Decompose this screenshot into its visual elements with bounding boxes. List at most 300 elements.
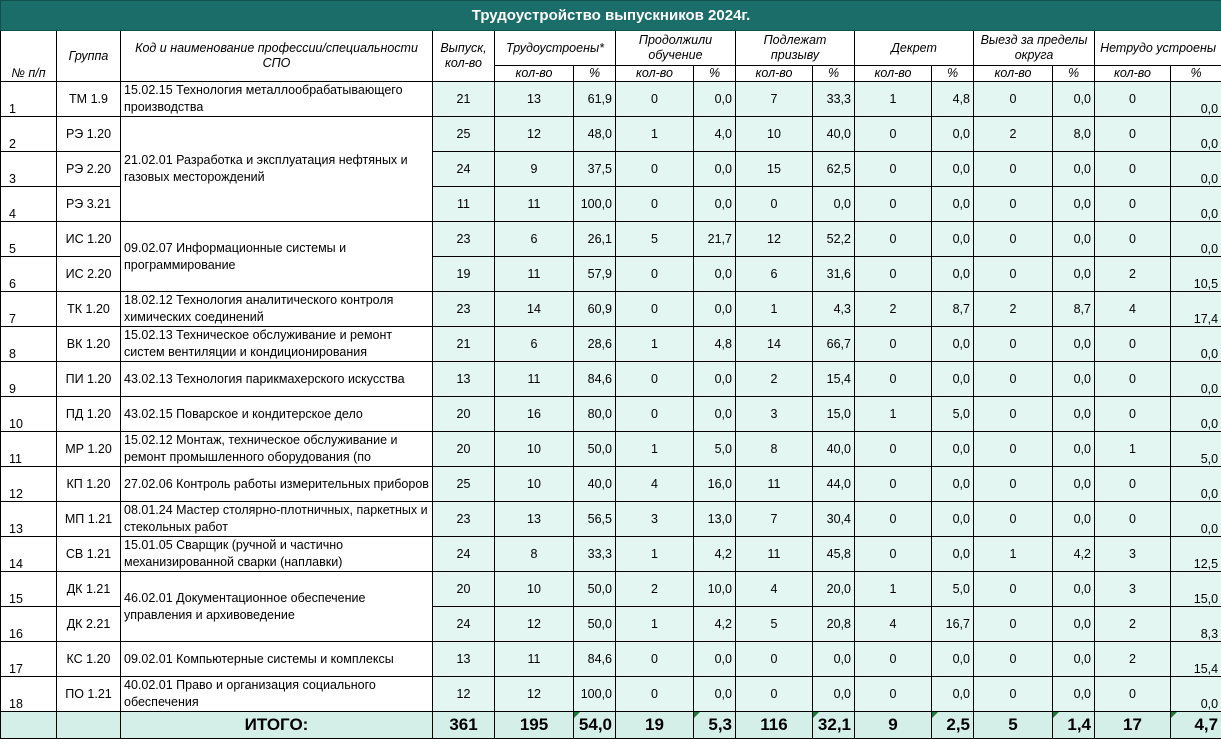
- row-a-count: 6: [736, 257, 813, 292]
- header-group: Группа: [57, 31, 121, 82]
- header-leave: Декрет: [855, 31, 974, 66]
- row-number: 9: [1, 362, 57, 397]
- row-e-count: 11: [495, 187, 574, 222]
- row-s-count: 0: [616, 362, 694, 397]
- row-s-count: 0: [616, 257, 694, 292]
- row-group: РЭ 2.20: [57, 152, 121, 187]
- row-l-pct: 0,0: [1053, 572, 1095, 607]
- row-specialty: 15.02.13 Техническое обслуживание и ремонт систем вентиляции и кондиционирования: [121, 327, 433, 362]
- row-l-pct: 0,0: [1053, 502, 1095, 537]
- row-u-pct: 17,4: [1171, 292, 1221, 327]
- row-a-count: 0: [736, 642, 813, 677]
- row-s-pct: 13,0: [694, 502, 736, 537]
- row-s-count: 0: [616, 292, 694, 327]
- row-d-count: 0: [855, 467, 932, 502]
- row-number: 8: [1, 327, 57, 362]
- row-graduates: 21: [433, 327, 495, 362]
- row-specialty: 08.01.24 Мастер столярно-плотничных, паркетных и стекольных работ: [121, 502, 433, 537]
- row-s-count: 5: [616, 222, 694, 257]
- total-graduates: 361: [433, 712, 495, 739]
- row-group: ТК 1.20: [57, 292, 121, 327]
- row-u-count: 0: [1095, 502, 1171, 537]
- row-u-pct: 12,5: [1171, 537, 1221, 572]
- total-d-count: 9: [855, 712, 932, 739]
- row-a-count: 0: [736, 677, 813, 712]
- row-d-pct: 5,0: [932, 572, 974, 607]
- row-specialty: 09.02.01 Компьютерные системы и комплексы: [121, 642, 433, 677]
- subheader-pct: %: [574, 66, 616, 82]
- row-l-pct: 0,0: [1053, 677, 1095, 712]
- row-e-pct: 48,0: [574, 117, 616, 152]
- row-s-pct: 0,0: [694, 677, 736, 712]
- row-d-count: 0: [855, 502, 932, 537]
- row-e-pct: 61,9: [574, 82, 616, 117]
- total-row: [1, 712, 1221, 739]
- row-u-pct: 0,0: [1171, 82, 1221, 117]
- row-number: 15: [1, 572, 57, 607]
- row-l-count: 0: [974, 222, 1053, 257]
- row-number: 7: [1, 292, 57, 327]
- row-l-pct: 0,0: [1053, 607, 1095, 642]
- row-e-count: 11: [495, 642, 574, 677]
- table-row: [1, 327, 1221, 362]
- row-l-pct: 0,0: [1053, 432, 1095, 467]
- row-d-count: 0: [855, 537, 932, 572]
- row-e-count: 13: [495, 82, 574, 117]
- row-graduates: 12: [433, 677, 495, 712]
- row-s-count: 0: [616, 397, 694, 432]
- total-group-empty: [57, 712, 121, 739]
- row-u-count: 1: [1095, 432, 1171, 467]
- row-l-pct: 0,0: [1053, 327, 1095, 362]
- row-specialty: 15.02.12 Монтаж, техническое обслуживание и ремонт промышленного оборудования (по: [121, 432, 433, 467]
- row-a-count: 1: [736, 292, 813, 327]
- row-a-pct: 15,0: [813, 397, 855, 432]
- row-e-pct: 60,9: [574, 292, 616, 327]
- row-a-count: 8: [736, 432, 813, 467]
- row-e-count: 8: [495, 537, 574, 572]
- table-row: [1, 292, 1221, 327]
- row-l-pct: 0,0: [1053, 257, 1095, 292]
- table-row: [1, 117, 1221, 152]
- row-s-pct: 4,2: [694, 607, 736, 642]
- row-s-count: 1: [616, 607, 694, 642]
- row-e-count: 16: [495, 397, 574, 432]
- row-s-pct: 0,0: [694, 152, 736, 187]
- row-u-count: 2: [1095, 642, 1171, 677]
- row-l-pct: 0,0: [1053, 642, 1095, 677]
- total-l-pct: 1,4: [1053, 712, 1095, 739]
- row-l-count: 0: [974, 362, 1053, 397]
- subheader-pct: %: [932, 66, 974, 82]
- row-d-count: 4: [855, 607, 932, 642]
- row-a-pct: 52,2: [813, 222, 855, 257]
- row-e-count: 13: [495, 502, 574, 537]
- row-s-count: 0: [616, 82, 694, 117]
- row-e-count: 10: [495, 572, 574, 607]
- row-l-pct: 4,2: [1053, 537, 1095, 572]
- subheader-pct: %: [1171, 66, 1221, 82]
- total-u-count: 17: [1095, 712, 1171, 739]
- row-u-count: 0: [1095, 327, 1171, 362]
- subheader-count: кол-во: [974, 66, 1053, 82]
- row-d-count: 0: [855, 677, 932, 712]
- row-s-pct: 0,0: [694, 642, 736, 677]
- row-d-pct: 16,7: [932, 607, 974, 642]
- subheader-count: кол-во: [616, 66, 694, 82]
- row-l-count: 0: [974, 677, 1053, 712]
- subheader-count: кол-во: [495, 66, 574, 82]
- row-l-pct: 0,0: [1053, 152, 1095, 187]
- row-d-pct: 0,0: [932, 362, 974, 397]
- row-a-pct: 30,4: [813, 502, 855, 537]
- row-d-pct: 0,0: [932, 467, 974, 502]
- header-num: № п/п: [1, 31, 57, 82]
- row-a-count: 3: [736, 397, 813, 432]
- table-row: [1, 502, 1221, 537]
- row-group: ИС 1.20: [57, 222, 121, 257]
- row-u-pct: 0,0: [1171, 327, 1221, 362]
- row-d-count: 0: [855, 642, 932, 677]
- row-l-count: 0: [974, 327, 1053, 362]
- row-group: ДК 2.21: [57, 607, 121, 642]
- row-e-pct: 100,0: [574, 677, 616, 712]
- row-l-pct: 0,0: [1053, 362, 1095, 397]
- row-s-count: 3: [616, 502, 694, 537]
- row-d-pct: 0,0: [932, 537, 974, 572]
- table-row: [1, 677, 1221, 712]
- row-u-count: 0: [1095, 467, 1171, 502]
- row-specialty: 43.02.13 Технология парикмахерского искусства: [121, 362, 433, 397]
- row-d-pct: 0,0: [932, 152, 974, 187]
- row-l-count: 0: [974, 502, 1053, 537]
- row-u-pct: 0,0: [1171, 362, 1221, 397]
- row-u-count: 0: [1095, 397, 1171, 432]
- row-number: 17: [1, 642, 57, 677]
- row-number: 2: [1, 117, 57, 152]
- row-u-count: 3: [1095, 537, 1171, 572]
- row-u-count: 4: [1095, 292, 1171, 327]
- row-s-pct: 10,0: [694, 572, 736, 607]
- header-army: Подлежат призыву: [736, 31, 855, 66]
- subheader-count: кол-во: [1095, 66, 1171, 82]
- row-group: ДК 1.21: [57, 572, 121, 607]
- row-s-pct: 0,0: [694, 362, 736, 397]
- row-s-pct: 4,8: [694, 327, 736, 362]
- row-s-pct: 4,2: [694, 537, 736, 572]
- header-employed: Трудоустроены*: [495, 31, 616, 66]
- row-group: МП 1.21: [57, 502, 121, 537]
- header-unemployed: Нетрудо устроены: [1095, 31, 1221, 66]
- row-s-pct: 0,0: [694, 187, 736, 222]
- row-l-count: 0: [974, 257, 1053, 292]
- row-l-count: 0: [974, 432, 1053, 467]
- row-group: КП 1.20: [57, 467, 121, 502]
- row-l-count: 1: [974, 537, 1053, 572]
- row-d-count: 0: [855, 187, 932, 222]
- row-number: 11: [1, 432, 57, 467]
- row-specialty: 15.02.15 Технология металлообрабатывающего производства: [121, 82, 433, 117]
- row-specialty: 43.02.15 Поварское и кондитерское дело: [121, 397, 433, 432]
- row-group: СВ 1.21: [57, 537, 121, 572]
- row-e-pct: 56,5: [574, 502, 616, 537]
- row-u-count: 0: [1095, 82, 1171, 117]
- row-l-count: 0: [974, 187, 1053, 222]
- row-number: 18: [1, 677, 57, 712]
- table-row: [1, 222, 1221, 257]
- row-d-count: 0: [855, 222, 932, 257]
- total-s-count: 19: [616, 712, 694, 739]
- row-d-count: 1: [855, 572, 932, 607]
- row-d-pct: 8,7: [932, 292, 974, 327]
- row-u-count: 2: [1095, 257, 1171, 292]
- row-specialty: 15.01.05 Сварщик (ручной и частично механизированной сварки (наплавки): [121, 537, 433, 572]
- row-a-count: 15: [736, 152, 813, 187]
- row-graduates: 21: [433, 82, 495, 117]
- row-d-count: 0: [855, 362, 932, 397]
- row-e-pct: 84,6: [574, 642, 616, 677]
- row-e-count: 12: [495, 677, 574, 712]
- total-s-pct: 5,3: [694, 712, 736, 739]
- row-d-pct: 0,0: [932, 187, 974, 222]
- table-row: [1, 82, 1221, 117]
- row-u-pct: 15,0: [1171, 572, 1221, 607]
- row-a-count: 7: [736, 502, 813, 537]
- table-row: [1, 397, 1221, 432]
- row-u-count: 0: [1095, 152, 1171, 187]
- row-a-count: 7: [736, 82, 813, 117]
- row-e-count: 9: [495, 152, 574, 187]
- row-s-count: 4: [616, 467, 694, 502]
- total-label: ИТОГО:: [121, 712, 433, 739]
- row-a-pct: 40,0: [813, 117, 855, 152]
- row-u-pct: 0,0: [1171, 152, 1221, 187]
- row-s-pct: 0,0: [694, 292, 736, 327]
- row-u-pct: 0,0: [1171, 117, 1221, 152]
- row-s-count: 0: [616, 152, 694, 187]
- row-s-pct: 0,0: [694, 397, 736, 432]
- row-number: 16: [1, 607, 57, 642]
- row-number: 3: [1, 152, 57, 187]
- row-d-count: 0: [855, 117, 932, 152]
- row-u-pct: 0,0: [1171, 502, 1221, 537]
- row-graduates: 24: [433, 152, 495, 187]
- row-e-count: 6: [495, 327, 574, 362]
- row-graduates: 11: [433, 187, 495, 222]
- row-l-count: 0: [974, 467, 1053, 502]
- row-d-pct: 0,0: [932, 222, 974, 257]
- row-u-pct: 15,4: [1171, 642, 1221, 677]
- row-u-count: 3: [1095, 572, 1171, 607]
- row-d-pct: 0,0: [932, 642, 974, 677]
- row-graduates: 25: [433, 117, 495, 152]
- row-l-pct: 0,0: [1053, 222, 1095, 257]
- table-row: [1, 362, 1221, 397]
- row-number: 5: [1, 222, 57, 257]
- row-a-count: 11: [736, 537, 813, 572]
- row-d-pct: 5,0: [932, 397, 974, 432]
- row-s-pct: 0,0: [694, 257, 736, 292]
- row-l-pct: 0,0: [1053, 397, 1095, 432]
- subheader-pct: %: [694, 66, 736, 82]
- row-d-pct: 0,0: [932, 257, 974, 292]
- row-d-count: 1: [855, 397, 932, 432]
- row-s-count: 1: [616, 537, 694, 572]
- row-s-count: 2: [616, 572, 694, 607]
- row-s-count: 0: [616, 677, 694, 712]
- header-name: Код и наименование профессии/специальности СПО: [121, 31, 433, 82]
- row-e-pct: 80,0: [574, 397, 616, 432]
- total-e-pct: 54,0: [574, 712, 616, 739]
- subheader-count: кол-во: [855, 66, 932, 82]
- row-d-pct: 0,0: [932, 432, 974, 467]
- row-group: МР 1.20: [57, 432, 121, 467]
- row-group: ИС 2.20: [57, 257, 121, 292]
- row-graduates: 19: [433, 257, 495, 292]
- row-graduates: 25: [433, 467, 495, 502]
- row-s-pct: 16,0: [694, 467, 736, 502]
- row-e-count: 10: [495, 432, 574, 467]
- row-u-pct: 0,0: [1171, 187, 1221, 222]
- row-graduates: 20: [433, 432, 495, 467]
- row-a-count: 10: [736, 117, 813, 152]
- row-number: 1: [1, 82, 57, 117]
- row-d-pct: 0,0: [932, 677, 974, 712]
- table-row: [1, 572, 1221, 607]
- row-e-pct: 50,0: [574, 607, 616, 642]
- total-e-count: 195: [495, 712, 574, 739]
- row-a-count: 2: [736, 362, 813, 397]
- row-u-pct: 5,0: [1171, 432, 1221, 467]
- row-a-pct: 4,3: [813, 292, 855, 327]
- row-u-count: 2: [1095, 607, 1171, 642]
- row-u-pct: 10,5: [1171, 257, 1221, 292]
- row-graduates: 20: [433, 572, 495, 607]
- row-e-count: 6: [495, 222, 574, 257]
- row-number: 14: [1, 537, 57, 572]
- row-e-pct: 50,0: [574, 572, 616, 607]
- row-l-count: 2: [974, 117, 1053, 152]
- row-a-pct: 20,8: [813, 607, 855, 642]
- row-l-count: 0: [974, 152, 1053, 187]
- row-e-pct: 100,0: [574, 187, 616, 222]
- row-s-count: 1: [616, 117, 694, 152]
- row-s-pct: 21,7: [694, 222, 736, 257]
- row-group: ПИ 1.20: [57, 362, 121, 397]
- row-graduates: 23: [433, 502, 495, 537]
- row-u-count: 0: [1095, 117, 1171, 152]
- row-u-pct: 8,3: [1171, 607, 1221, 642]
- row-e-count: 12: [495, 117, 574, 152]
- row-a-pct: 20,0: [813, 572, 855, 607]
- total-u-pct: 4,7: [1171, 712, 1221, 739]
- row-u-count: 0: [1095, 362, 1171, 397]
- row-group: ТМ 1.9: [57, 82, 121, 117]
- row-u-count: 0: [1095, 677, 1171, 712]
- row-e-count: 12: [495, 607, 574, 642]
- row-l-count: 0: [974, 572, 1053, 607]
- row-e-count: 11: [495, 362, 574, 397]
- row-number: 12: [1, 467, 57, 502]
- row-d-count: 2: [855, 292, 932, 327]
- row-s-pct: 0,0: [694, 82, 736, 117]
- header-study: Продолжили обучение: [616, 31, 736, 66]
- subheader-pct: %: [813, 66, 855, 82]
- row-a-pct: 15,4: [813, 362, 855, 397]
- row-s-pct: 4,0: [694, 117, 736, 152]
- row-graduates: 23: [433, 292, 495, 327]
- table-row: [1, 432, 1221, 467]
- row-e-pct: 28,6: [574, 327, 616, 362]
- row-l-pct: 0,0: [1053, 467, 1095, 502]
- row-e-pct: 37,5: [574, 152, 616, 187]
- subheader-pct: %: [1053, 66, 1095, 82]
- row-l-count: 0: [974, 607, 1053, 642]
- row-graduates: 24: [433, 607, 495, 642]
- row-d-pct: 0,0: [932, 117, 974, 152]
- row-u-pct: 0,0: [1171, 677, 1221, 712]
- row-s-pct: 5,0: [694, 432, 736, 467]
- row-u-pct: 0,0: [1171, 397, 1221, 432]
- row-graduates: 23: [433, 222, 495, 257]
- row-a-pct: 40,0: [813, 432, 855, 467]
- row-group: ВК 1.20: [57, 327, 121, 362]
- row-number: 4: [1, 187, 57, 222]
- row-e-pct: 84,6: [574, 362, 616, 397]
- row-group: РЭ 3.21: [57, 187, 121, 222]
- table-title: Трудоустройство выпускников 2024г.: [1, 1, 1221, 31]
- row-l-pct: 0,0: [1053, 82, 1095, 117]
- row-group: КС 1.20: [57, 642, 121, 677]
- row-e-pct: 50,0: [574, 432, 616, 467]
- row-e-pct: 57,9: [574, 257, 616, 292]
- row-u-pct: 0,0: [1171, 222, 1221, 257]
- total-d-pct: 2,5: [932, 712, 974, 739]
- row-specialty: 18.02.12 Технология аналитического контроля химических соединений: [121, 292, 433, 327]
- row-u-count: 0: [1095, 187, 1171, 222]
- row-d-pct: 4,8: [932, 82, 974, 117]
- header-grad: Выпуск, кол-во: [433, 31, 495, 82]
- row-a-count: 0: [736, 187, 813, 222]
- row-u-count: 0: [1095, 222, 1171, 257]
- row-a-count: 5: [736, 607, 813, 642]
- row-specialty: 46.02.01 Документационное обеспечение управления и архивоведение: [121, 572, 433, 642]
- row-e-pct: 26,1: [574, 222, 616, 257]
- row-a-count: 14: [736, 327, 813, 362]
- row-group: ПД 1.20: [57, 397, 121, 432]
- header-left: Выезд за пределы округа: [974, 31, 1095, 66]
- row-e-count: 10: [495, 467, 574, 502]
- row-specialty: 09.02.07 Информационные системы и программирование: [121, 222, 433, 292]
- row-d-count: 0: [855, 432, 932, 467]
- row-graduates: 20: [433, 397, 495, 432]
- row-l-pct: 8,7: [1053, 292, 1095, 327]
- row-graduates: 13: [433, 362, 495, 397]
- row-d-count: 0: [855, 152, 932, 187]
- row-graduates: 13: [433, 642, 495, 677]
- row-specialty: 21.02.01 Разработка и эксплуатация нефтяных и газовых месторождений: [121, 117, 433, 222]
- row-s-count: 1: [616, 432, 694, 467]
- total-num-empty: [1, 712, 57, 739]
- row-a-pct: 31,6: [813, 257, 855, 292]
- table-row: [1, 642, 1221, 677]
- row-e-count: 14: [495, 292, 574, 327]
- row-d-pct: 0,0: [932, 502, 974, 537]
- row-s-count: 1: [616, 327, 694, 362]
- row-group: РЭ 1.20: [57, 117, 121, 152]
- row-l-pct: 0,0: [1053, 187, 1095, 222]
- row-e-pct: 33,3: [574, 537, 616, 572]
